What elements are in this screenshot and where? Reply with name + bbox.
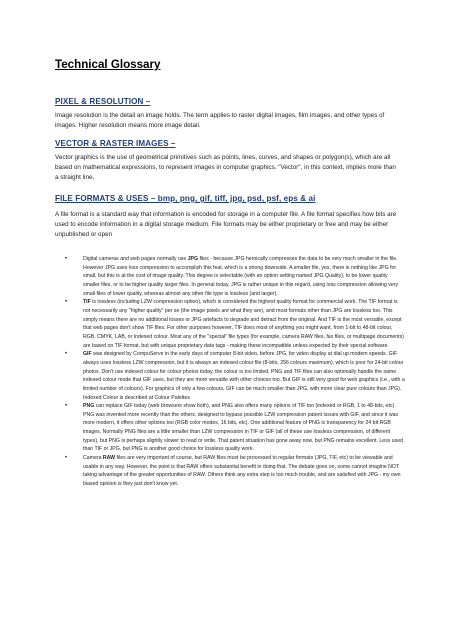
bullet-text-pre: Digital cameras and web pages normally use [83, 256, 188, 262]
bullet-item-png [55, 402, 405, 454]
bullet-dot: • [65, 403, 68, 410]
bullet-text-pre: Camera [83, 455, 103, 462]
bullet-item-gif [55, 350, 405, 402]
bullet-item-tif [55, 298, 405, 350]
document-title: Technical Glossary [55, 58, 161, 71]
bullet-text-post: files - because JPG heroically compresses the data to be very much smaller in the file. However JPG uses loss compression to accomplish this feat, which is a strong downside. A smaller file, yes, there is nothing like JPG for small, but this is at the cost of image quality. This degree is selectable (with an option setting named JPG Quality), to be lower quality smaller files, or to be higher quality larger files. In general today, JPG is rather unique in this regard, using loss compression allowing very small files of lower quality, whereas almost any other file type is lossless (and larger). [83, 256, 399, 297]
bullet-item-raw [55, 454, 405, 489]
bullet-keyword: RAW [102, 455, 116, 462]
bullet-text-post: is lossless (including LZW compression option), which is considered the highest quality format for commercial work. The TIF format is not necessarily any "higher quality" per se (the image pixels are what they are), and most formats other than JPG are lossless too. This simply means there are no additional losses or JPG artefacts to degrade and detract from the original. And TIF is the most versatile, except that web pages don't show TIF files. For other purposes however, TIF does most of anything you might want, from 1-bit to 48-bit colour, RGB, CMYK, LAB, or Indexed colour. Most any of the "special" file types (for example, camera RAW files, fax files, or multipage documents) are based on TIF format, but with unique proprietary data tags - making these incompatible unless expected by their special software. [83, 299, 404, 349]
section-heading-file-formats: FILE FORMATS & USES – bmp, png, gif, tiff, jpg, psd, psf, eps & ai [55, 194, 316, 203]
bullet-text-post: was designed by CompuServe in the early days of computer 8-bit video, before JPG, for video display at dial up modem speeds. GIF always uses lossless LZW compression, but it is always an indexed colour file (8-bits, 256 colours maximum), which is poor for 24-bit colour photos. Don't use indexed colour for colour photos today, the colour is too limited. PNG and TIF files can also optionally handle the same indexed colour mode that GIF uses, but they are more versatile with other choices too. But GIF is still very good for web graphics (i.e., with a limited number of colours). For graphics of only a few colours, GIF can be much smaller than JPG, with more clear pure colours than JPG). Indexed Colour is described at Colour Palettes [83, 351, 405, 401]
bullet-dot: • [65, 256, 68, 262]
section-text-vector-raster: Vector graphics is the use of geometrical primitives such as points, lines, curves, and shapes or polygon(s), which are all based on mathematical expressions, to represent images in computer graphics. "Vector", in this context, implies more than a straight line. [55, 154, 396, 182]
bullet-text-post: can replace GIF today (web browsers show both), and PNG also offers many options of TIF too (indexed or RGB, 1 to 48-bits, etc). PNG was invented more recently than the others, designed to bypass possible LZW compression patent issues with GIF, and since it was more modern, it offers other options too (RGB color modes, 16 bits, etc). One additional feature of PNG is transparency for 24 bit RGB images. Normally PNG files are a little smaller than LZW compression in TIF or GIF (all of these use lossless compression, of different types), but PNG is perhaps slightly slower to read or write. That patent situation has gone away now, but PNG remains excellent. Less used than TIF or JPG, but PNG is another good choice for lossless quality work. [83, 403, 403, 453]
bullet-keyword: GIF [83, 351, 92, 358]
bullet-dot: • [65, 455, 68, 462]
file-format-bullet-list [55, 255, 405, 489]
bullet-dot: • [65, 351, 68, 358]
bullet-keyword: JPG [187, 256, 199, 262]
section-heading-pixel-resolution: PIXEL & RESOLUTION – [55, 97, 151, 106]
bullet-keyword: TIF [83, 299, 91, 306]
bullet-item-jpg [55, 255, 405, 298]
bullet-keyword: PNG [83, 403, 95, 410]
bullet-dot: • [65, 299, 68, 306]
section-text-pixel-resolution: Image resolution is the detail an image holds. The term applies to raster digital images, film images, and other types of images. Higher resolution means more image detail. [55, 112, 385, 130]
bullet-text-post: files are very important of course, but RAW files must be processed to regular formats (JPG, TIF, etc) to be viewable and usable in any way. However, the point is that RAW offers substantial benefit in doing that. The debate goes on, some cannot imagine NOT taking advantage of the greater opportunities of RAW. Others think any extra step is too much trouble, and are satisfied with JPG - my own biased opinion is they just don't know yet. [83, 455, 401, 488]
section-text-file-formats: A file format is a standard way that information is encoded for storage in a computer file. A file format specifies how bits are used to encode information in a digital storage medium. File formats may be either proprietary or free and may be either unpublished or open [55, 211, 397, 239]
section-heading-vector-raster: VECTOR & RASTER IMAGES – [55, 139, 176, 148]
